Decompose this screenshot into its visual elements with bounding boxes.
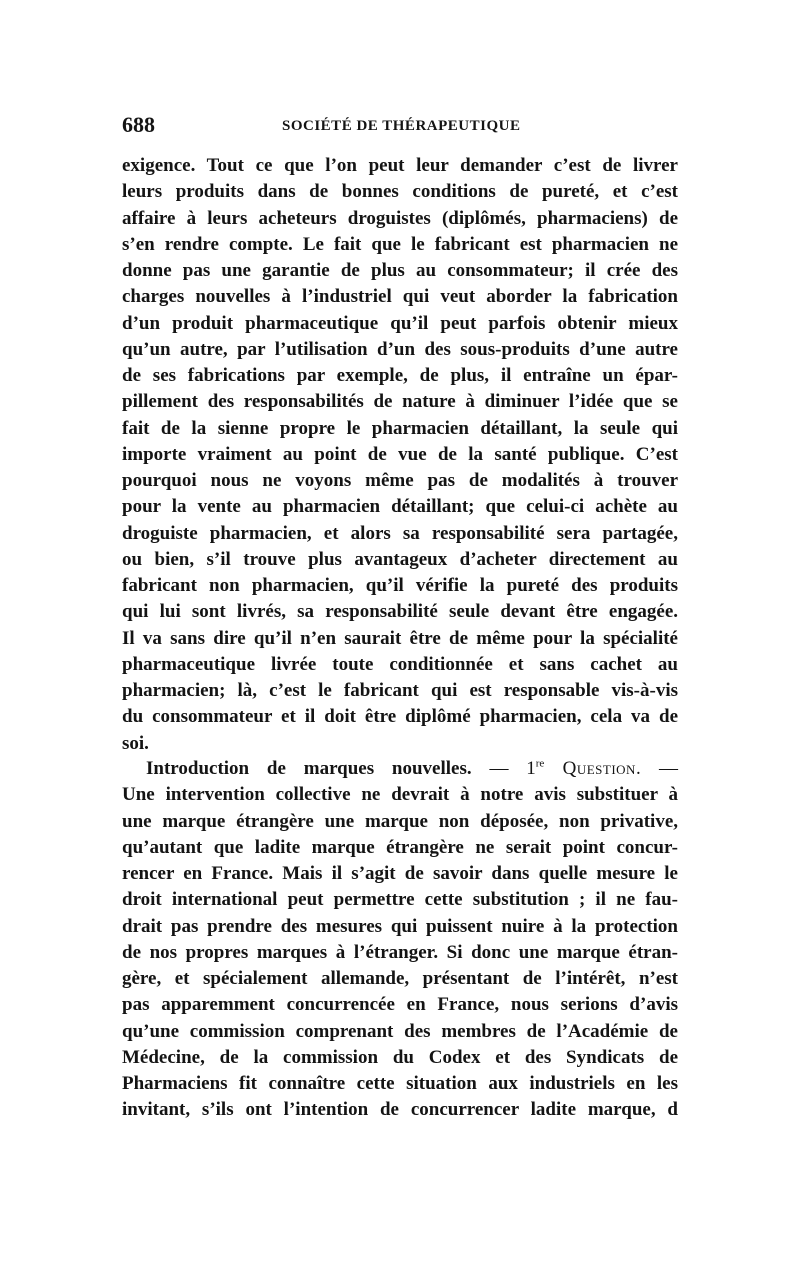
text-line: fabricant non pharmacien, qu’il vérifie la pureté des produits	[122, 575, 678, 596]
running-title: SOCIÉTÉ DE THÉRAPEUTIQUE	[282, 118, 521, 134]
text-line: Une intervention collective ne devrait à notre avis substituer à	[122, 784, 678, 806]
text-line: Il va sans dire qu’il n’en saurait être de même pour la spécialité	[122, 627, 678, 649]
text-line: drait pas prendre des mesures qui puissent nuire à la protection	[122, 915, 678, 937]
text-line: pas apparemment concurrencée en France, nous serions d’avis	[122, 994, 678, 1016]
text-line: une marque étrangère une marque non déposée, non privative,	[122, 810, 678, 832]
question-ordinal-suffix: re	[535, 757, 545, 770]
text-line: gère, et spécialement allemande, présentant de l’intérêt, n’est	[122, 968, 678, 989]
text-line: de nos propres marques à l’étranger. Si donc une marque étran-	[122, 941, 678, 963]
paragraph-continuation	[122, 153, 678, 757]
heading-dash: —	[471, 758, 527, 779]
text-line: pourquoi nous ne voyons même pas de modalités à trouver	[122, 470, 678, 491]
text-line: qu’un autre, par l’utilisation d’un des sous-produits d’une autre	[122, 338, 678, 360]
text-line: de ses fabrications par exemple, de plus, il entraîne un épar-	[122, 365, 678, 386]
text-line: exigence. Tout ce que l’on peut leur demander c’est de livrer	[122, 155, 678, 176]
text-line: d’un produit pharmaceutique qu’il peut parfois obtenir mieux	[122, 312, 678, 334]
text-line: qu’une commission comprenant des membres de l’Académie de	[122, 1020, 678, 1042]
text-line: pillement des responsabilités de nature à diminuer l’idée que se	[122, 391, 678, 413]
text-line: leurs produits dans de bonnes conditions de pureté, et c’est	[122, 181, 678, 203]
question-label: Question.	[544, 758, 642, 779]
text-line: donne pas une garantie de plus au consommateur; il crée des	[122, 260, 678, 281]
section-heading: Introduction de marques nouvelles.	[146, 758, 472, 779]
text-line: importe vraiment au point de vue de la santé publique. C’est	[122, 443, 678, 465]
paragraph-introduction-marques	[122, 756, 678, 1124]
text-line: ou bien, s’il trouve plus avantageux d’acheter directement au	[122, 548, 678, 570]
text-line: droguiste pharmacien, et alors sa responsabilité sera partagée,	[122, 522, 678, 544]
text-line: Médecine, de la commission du Codex et des Syndicats de	[122, 1046, 678, 1068]
text-line: rencer en France. Mais il s’agit de savoir dans quelle mesure le	[122, 863, 678, 884]
text-line: s’en rendre compte. Le fait que le fabricant est pharmacien ne	[122, 233, 678, 255]
paragraph-heading-line	[122, 756, 678, 782]
page-header	[122, 112, 682, 140]
page-number: 688	[122, 112, 155, 137]
text-line: pharmacien; là, c’est le fabricant qui est responsable vis-à-vis	[122, 680, 678, 701]
text-line: fait de la sienne propre le pharmacien détaillant, la seule qui	[122, 417, 678, 439]
text-line: invitant, s’ils ont l’intention de concurrencer ladite marque, d	[122, 1099, 678, 1121]
text-line: droit international peut permettre cette substitution ; il ne fau-	[122, 889, 678, 911]
text-line: qui lui sont livrés, sa responsabilité seule devant être engagée.	[122, 601, 678, 623]
text-line: charges nouvelles à l’industriel qui veut aborder la fabrication	[122, 286, 678, 308]
question-ordinal: 1	[526, 758, 536, 779]
text-line: affaire à leurs acheteurs droguistes (diplômés, pharmaciens) de	[122, 207, 678, 229]
text-line: pour la vente au pharmacien détaillant; que celui-ci achète au	[122, 496, 678, 518]
text-line: du consommateur et il doit être diplômé pharmacien, cela va de	[122, 706, 678, 728]
text-line: Pharmaciens fit connaître cette situation aux industriels en les	[122, 1073, 678, 1094]
heading-dash-end: —	[641, 758, 679, 779]
text-line: qu’autant que ladite marque étrangère ne serait point concur-	[122, 836, 678, 858]
text-line: pharmaceutique livrée toute conditionnée et sans cachet au	[122, 653, 678, 675]
text-line: soi.	[122, 732, 149, 754]
